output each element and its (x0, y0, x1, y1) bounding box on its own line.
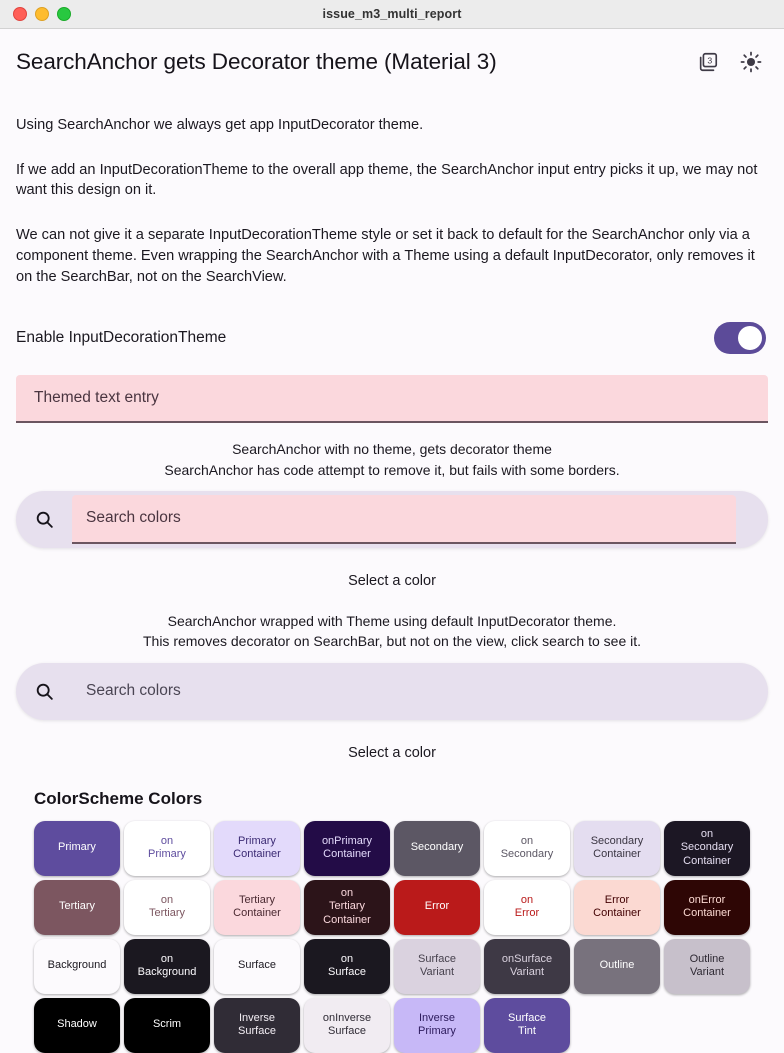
colorscheme-card[interactable] (304, 939, 390, 994)
colorscheme-card[interactable] (574, 880, 660, 935)
search-anchor-decorated[interactable] (16, 491, 768, 548)
page-title: SearchAnchor gets Decorator theme (Material 3) (16, 49, 497, 74)
colorscheme-card[interactable] (394, 998, 480, 1053)
colorscheme-card[interactable] (304, 880, 390, 935)
search-section-1-caption (16, 439, 768, 480)
themed-text-entry[interactable] (16, 375, 768, 423)
colorscheme-card[interactable] (214, 880, 300, 935)
colorscheme-card[interactable] (574, 939, 660, 994)
colorscheme-card-label: on Tertiary (148, 893, 186, 919)
colorscheme-card[interactable] (664, 821, 750, 876)
colorscheme-card-label: on Primary (148, 834, 186, 860)
colorscheme-card-label: Background (47, 959, 107, 972)
colorscheme-card-label: on Secondary Container (680, 827, 734, 867)
search-icon (16, 509, 72, 530)
close-window-button[interactable] (13, 7, 27, 21)
colorscheme-card-label: Error (424, 900, 450, 913)
colorscheme-card[interactable] (124, 880, 210, 935)
filter-3-icon[interactable] (695, 49, 721, 75)
colorscheme-card-label: on Surface (328, 952, 366, 978)
colorscheme-card-label: Error Container (593, 893, 641, 919)
colorscheme-card[interactable] (394, 880, 480, 935)
colorscheme-card[interactable] (124, 821, 210, 876)
colorscheme-card-label: onInverse Surface (322, 1011, 372, 1037)
intro-paragraph-3: We can not give it a separate InputDecorationTheme style or set it back to default for the SearchAnchor only via a component theme. Even wrapping the SearchAnchor with a Theme using a default InputDecorator, only removes it on the SearchBar, not on the SearchView. (16, 227, 755, 285)
colorscheme-card-label: Surface Variant (418, 952, 456, 978)
colorscheme-card[interactable] (124, 998, 210, 1053)
colorscheme-card[interactable] (214, 998, 300, 1053)
search-section-2-caption-line2: This removes decorator on SearchBar, but not on the view, click search to see it. (142, 633, 642, 650)
colorscheme-card[interactable] (304, 998, 390, 1053)
enable-input-decoration-theme-switch[interactable] (714, 322, 766, 354)
minimize-window-button[interactable] (35, 7, 49, 21)
search-input-plain-placeholder: Search colors (86, 682, 181, 699)
colorscheme-grid (34, 821, 768, 1053)
colorscheme-card-label: on Secondary (500, 834, 554, 860)
window-title: issue_m3_multi_report (322, 7, 462, 21)
app-content (0, 29, 784, 1053)
search-section-1-caption-line1: SearchAnchor with no theme, gets decorator theme (232, 441, 552, 458)
search-input-decorated[interactable] (72, 495, 736, 544)
brightness-sun-icon[interactable] (738, 49, 764, 75)
colorscheme-card[interactable] (34, 880, 120, 935)
enable-input-decoration-theme-label: Enable InputDecorationTheme (16, 329, 227, 347)
intro-paragraph-1: Using SearchAnchor we always get app InputDecorator theme. (16, 117, 424, 133)
colorscheme-card-label: Outline (599, 959, 635, 972)
colorscheme-card-label: Surface (238, 959, 276, 972)
colorscheme-card-label: Outline Variant (689, 952, 725, 978)
search-icon (16, 681, 72, 702)
colorscheme-card[interactable] (484, 998, 570, 1053)
maximize-window-button[interactable] (57, 7, 71, 21)
colorscheme-card-label: Primary Container (233, 834, 281, 860)
colorscheme-section-title: ColorScheme Colors (34, 788, 203, 808)
colorscheme-card[interactable] (124, 939, 210, 994)
colorscheme-card[interactable] (304, 821, 390, 876)
colorscheme-card[interactable] (574, 821, 660, 876)
search-section-1-hint: Select a color (348, 572, 436, 589)
traffic-lights (0, 7, 71, 21)
colorscheme-card-label: Shadow (57, 1018, 97, 1031)
colorscheme-card-label: on Error (514, 893, 540, 919)
colorscheme-card-label: Inverse Surface (238, 1011, 276, 1037)
app-bar-actions (695, 49, 768, 75)
colorscheme-card-label: Primary (58, 841, 96, 854)
search-anchor-plain[interactable] (16, 663, 768, 720)
colorscheme-card-label: on Tertiary Container (323, 886, 371, 926)
colorscheme-card-label: on Background (137, 952, 197, 978)
colorscheme-card-label: onError Container (683, 893, 731, 919)
colorscheme-card[interactable] (664, 939, 750, 994)
colorscheme-card-label: Inverse Primary (418, 1011, 456, 1037)
colorscheme-card[interactable] (394, 939, 480, 994)
colorscheme-card[interactable] (34, 939, 120, 994)
colorscheme-card[interactable] (484, 880, 570, 935)
colorscheme-card-label: onSurface Variant (501, 952, 553, 978)
search-section-2-hint: Select a color (348, 744, 436, 761)
search-input-plain[interactable] (72, 663, 768, 720)
search-section-1-caption-line2: SearchAnchor has code attempt to remove it, but fails with some borders. (164, 461, 620, 478)
colorscheme-card[interactable] (214, 821, 300, 876)
colorscheme-card[interactable] (214, 939, 300, 994)
colorscheme-card-label: onPrimary Container (321, 834, 373, 860)
colorscheme-card-label: Secondary Container (590, 834, 644, 860)
colorscheme-card[interactable] (484, 821, 570, 876)
colorscheme-card-label: Tertiary Container (233, 893, 281, 919)
intro-paragraph-2: If we add an InputDecorationTheme to the overall app theme, the SearchAnchor input entry picks it up, we may not want this design on it. (16, 161, 758, 199)
search-section-2-caption-line1: SearchAnchor wrapped with Theme using default InputDecorator theme. (167, 612, 617, 629)
colorscheme-card[interactable] (394, 821, 480, 876)
colorscheme-card-label: Scrim (152, 1018, 182, 1031)
app-bar (16, 29, 768, 91)
enable-input-decoration-theme-row (16, 321, 768, 355)
themed-text-entry-label: Themed text entry (34, 389, 159, 407)
filter-3-icon-number: 3 (707, 55, 713, 66)
switch-thumb (738, 326, 762, 350)
colorscheme-card[interactable] (484, 939, 570, 994)
colorscheme-card[interactable] (34, 821, 120, 876)
colorscheme-card-label: Tertiary (58, 900, 96, 913)
colorscheme-card[interactable] (34, 998, 120, 1053)
search-input-decorated-placeholder: Search colors (86, 509, 181, 527)
colorscheme-card[interactable] (664, 880, 750, 935)
window-titlebar (0, 0, 784, 29)
colorscheme-card-label: Secondary (410, 841, 464, 854)
search-section-2-caption (16, 611, 768, 652)
colorscheme-card-label: Surface Tint (508, 1011, 546, 1037)
